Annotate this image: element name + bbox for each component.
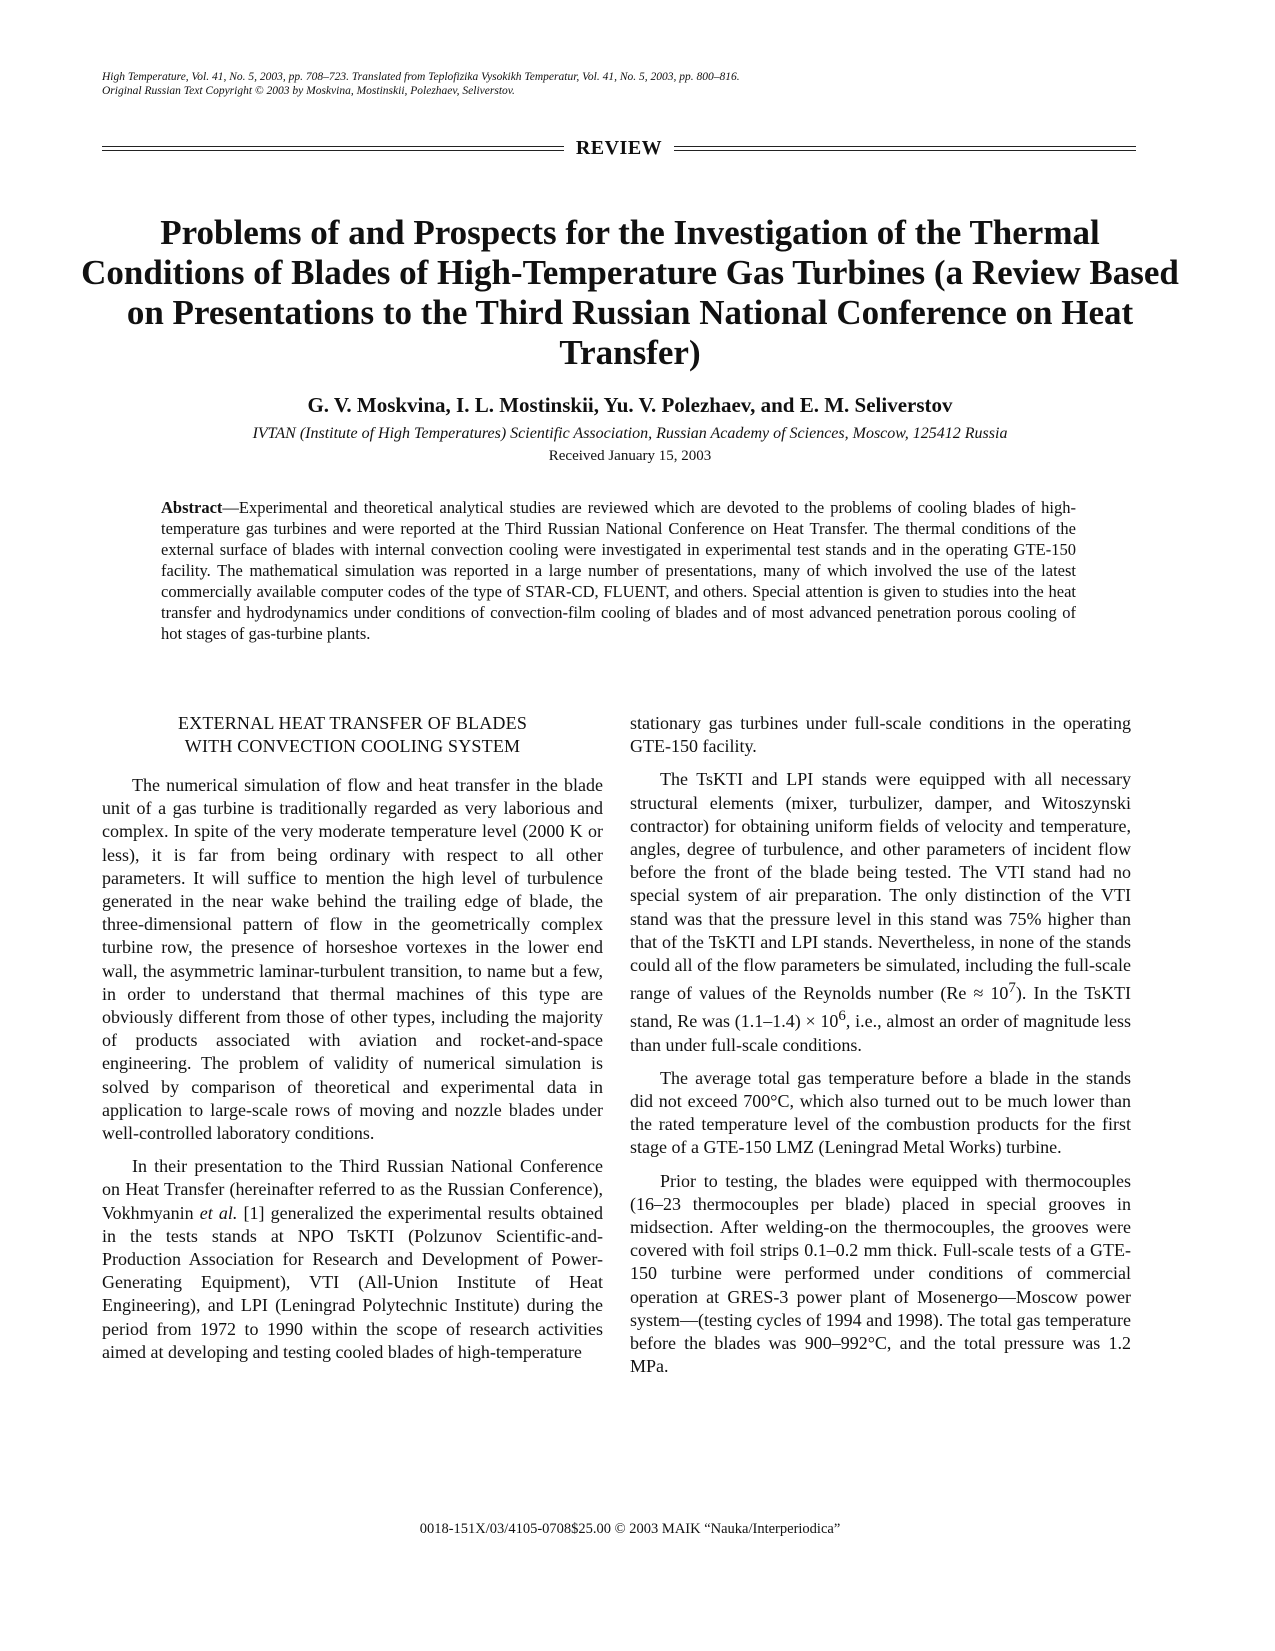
- received-date: Received January 15, 2003: [548, 448, 712, 464]
- section-heading-line-1: EXTERNAL HEAT TRANSFER OF BLADES: [177, 713, 528, 733]
- emphasis-text: et al.: [199, 1202, 238, 1223]
- body-paragraph: [630, 768, 1131, 1056]
- text-run: [1] generalized the experimental results obtained in the tests stands at NPO TsKTI (Polzunov Scientific-and-Production Association for Research and Development of Power-Generating Equipment), VTI (All-Union Institute of Heat Engineering), and LPI (Leningrad Polytechnic Institute) during the period from 1972 to 1990 within the scope of research activities aimed at developing and testing cooled blades of high-temperature: [102, 1202, 603, 1362]
- left-column: [102, 712, 603, 1374]
- body-paragraph: Prior to testing, the blades were equipped with thermocouples (16–23 thermocouples per blade) placed in special grooves in midsection. After welding-on the thermocouples, the grooves were covered with foil strips 0.1–0.2 mm thick. Full-scale tests of a GTE-150 turbine were performed under conditions of commercial operation at GRES-3 power plant of Mosenergo—Moscow power system—(testing cycles of 1994 and 1998). The total gas temperature before the blades was 900–992°C, and the total pressure was 1.2 MPa.: [630, 1170, 1131, 1377]
- abstract-text: —Experimental and theoretical analytical studies are reviewed which are devoted to the problems of cooling blades of high-temperature gas turbines and were reported at the Third Russian National Conference on Heat Transfer. The thermal conditions of the external surface of blades with internal convection cooling were investigated in experimental test stands and in the operating GTE-150 facility. The mathematical simulation was reported in a large number of presentations, many of which involved the use of the latest commercially available computer codes of the type of STAR-CD, FLUENT, and others. Special attention is given to studies into the heat transfer and hydrodynamics under conditions of convection-film cooling of blades and of most advanced penetration porous cooling of hot stages of gas-turbine plants.: [161, 498, 1076, 643]
- body-paragraph: The average total gas temperature before a blade in the stands did not exceed 700°C, which also turned out to be much lower than the rated temperature level of the combustion products for the first stage of a GTE-150 LMZ (Leningrad Metal Works) turbine.: [630, 1067, 1131, 1158]
- abstract: [161, 497, 1076, 644]
- text-run: ). In the TsKTI stand, Re was (1.1–1.4) × 10: [630, 983, 1131, 1032]
- text-run: In their presentation to the Third Russian National Conference on Heat Transfer (hereinafter referred to as the Russian Conference), Vokhmyanin: [102, 1156, 603, 1223]
- journal-citation: High Temperature, Vol. 41, No. 5, 2003, pp. 708–723. Translated from Teplofizika Vysokikh Temperatur, Vol. 41, No. 5, 2003, pp. 800–816.: [102, 71, 740, 83]
- body-paragraph: The numerical simulation of flow and heat transfer in the blade unit of a gas turbine is traditionally regarded as very laborious and complex. In spite of the very moderate temperature level (2000 K or less), it is far from being ordinary with respect to all other parameters. It will suffice to mention the high level of turbulence generated in the near wake behind the trailing edge of blade, the three-dimensional pattern of flow in the geometrically complex turbine row, the presence of horseshoe vortexes in the lower end wall, the asymmetric laminar-turbulent transition, to name but a few, in order to understand that thermal machines of this type are obviously different from those of other types, including the majority of products associated with aviation and rocket-and-space engineering. The problem of validity of numerical simulation is solved by comparison of theoretical and experimental data in application to large-scale rows of moving and nozzle blades under well-controlled laboratory conditions.: [102, 775, 603, 1144]
- section-heading-line-2: WITH CONVECTION COOLING SYSTEM: [184, 736, 521, 756]
- section-type-label: REVIEW: [575, 136, 663, 159]
- journal-header: [102, 70, 1182, 98]
- section-type-banner: [102, 136, 1136, 160]
- text-run: , i.e., almost an order of magnitude less than under full-scale conditions.: [630, 1011, 1132, 1055]
- section-heading: [102, 712, 603, 758]
- double-rule-right: [674, 146, 1136, 151]
- right-column: [630, 712, 1131, 1388]
- copyright-line: Original Russian Text Copyright © 2003 by Moskvina, Mostinskii, Polezhaev, Seliverstov.: [102, 85, 515, 97]
- body-paragraph-continued: stationary gas turbines under full-scale conditions in the operating GTE-150 facility.: [630, 713, 1131, 757]
- paper-title: Problems of and Prospects for the Investigation of the Thermal Conditions of Blades of High-Temperature Gas Turbines (a Review Based on Presentations to the Third Russian National Conference on Heat Transfer): [81, 213, 1179, 372]
- double-rule-left: [102, 146, 564, 151]
- page-footer: 0018-151X/03/4105-0708$25.00 © 2003 MAIK “Nauka/Interperiodica”: [419, 1521, 841, 1537]
- abstract-label: Abstract: [161, 498, 223, 517]
- superscript: 6: [838, 1008, 846, 1025]
- affiliation: IVTAN (Institute of High Temperatures) Scientific Association, Russian Academy of Sciences, Moscow, 125412 Russia: [252, 425, 1008, 442]
- author-list: G. V. Moskvina, I. L. Mostinskii, Yu. V. Polezhaev, and E. M. Seliverstov: [307, 393, 953, 417]
- body-paragraph: [102, 1155, 603, 1364]
- text-run: The TsKTI and LPI stands were equipped with all necessary structural elements (mixer, turbulizer, damper, and Witoszynski contractor) for obtaining uniform fields of velocity and temperature, angles, degree of turbulence, and other parameters of incident flow before the front of the blade being tested. The VTI stand had no special system of air preparation. The only distinction of the VTI stand was that the pressure level in this stand was 75% higher than that of the TsKTI and LPI stands. Nevertheless, in none of the stands could all of the flow parameters be simulated, including the full-scale range of values of the Reynolds number (Re ≈ 10: [630, 769, 1131, 1004]
- superscript: 7: [1008, 980, 1016, 997]
